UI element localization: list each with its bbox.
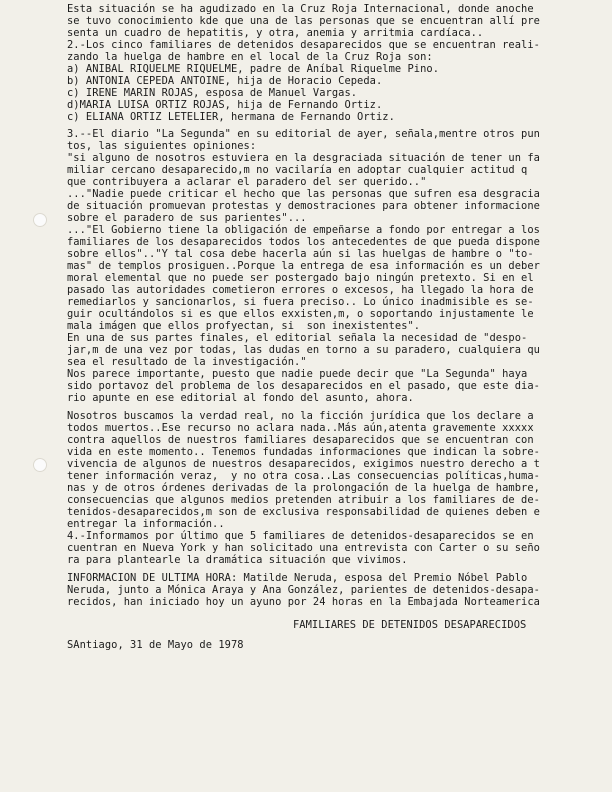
quote-line: mala imágen que ellos profyectan, si son inexistentes". [67, 320, 421, 332]
quote-line: sobre ellos".."Y tal cosa debe hacerla aún si las huelgas de hambre o "to- [67, 248, 534, 260]
quote-line: guir ocultándolos si es que ellos exxisten,m, o soportando injustamente le [67, 308, 534, 320]
text-line: 4.-Informamos por último que 5 familiares de detenidos-desaparecidos se en [67, 530, 534, 542]
signature-line: FAMILIARES DE DETENIDOS DESAPARECIDOS [293, 619, 527, 631]
list-item-d: d)MARIA LUISA ORTIZ ROJAS, hija de Fernando Ortiz. [67, 99, 383, 111]
text-line: Nos parece importante, puesto que nadie puede decir que "La Segunda" haya [67, 368, 528, 380]
punch-hole [33, 458, 47, 472]
text-line: tener información veraz, y no otra cosa..Las consecuencias políticas,huma- [67, 470, 540, 482]
quote-line: ..."Nadie puede criticar el hecho que las personas que sufren esa desgracia [67, 188, 540, 200]
text-line: 2.-Los cinco familiares de detenidos desaparecidos que se encuentran reali- [67, 39, 540, 51]
text-line: se tuvo conocimiento kde que una de las personas que se encuentran allí pre [67, 15, 540, 27]
text-line: cuentran en Nueva York y han solicitado una entrevista con Carter o su seño [67, 542, 540, 554]
text-line: 3.--El diario "La Segunda" en su editorial de ayer, señala,mentre otros pun [67, 128, 540, 140]
text-line: senta un cuadro de hepatitis, y otra, anemia y arritmia cardíaca.. [67, 27, 484, 39]
text-line: jar,m de una vez por todas, las dudas en torno a su paradero, cualquiera qu [67, 344, 540, 356]
text-line: sido portavoz del problema de los desaparecidos en el pasado, que este dia- [67, 380, 540, 392]
text-line: Nosotros buscamos la verdad real, no la ficción jurídica que los declare a [67, 410, 534, 422]
text-line: sea el resultado de la investigación." [67, 356, 307, 368]
quote-line: que contribuyera a aclarar el paradero del ser querido.." [67, 176, 427, 188]
text-line: consecuencias que algunos medios pretenden atribuir a los familiares de de- [67, 494, 540, 506]
quote-line: miliar cercano desaparecido,m no vacilaría en adoptar cualquier actitud q [67, 164, 528, 176]
quote-line: remediarlos y sancionarlos, si fuera preciso.. Lo único inadmisible es se- [67, 296, 534, 308]
list-item-c: c) IRENE MARIN ROJAS, esposa de Manuel Vargas. [67, 87, 358, 99]
quote-line: familiares de los desaparecidos todos los antecedentes de que pueda dispone [67, 236, 540, 248]
text-line: INFORMACION DE ULTIMA HORA: Matilde Neruda, esposa del Premio Nóbel Pablo [67, 572, 528, 584]
quote-line: pasado las autoridades cometieron errores o excesos, ha llegado la hora de [67, 284, 534, 296]
quote-line: sobre el paradero de sus parientes"... [67, 212, 307, 224]
date-line: SAntiago, 31 de Mayo de 1978 [67, 639, 244, 651]
quote-line: mas" de templos prosiguen..Porque la entrega de esa información es un deber [67, 260, 540, 272]
text-line: recidos, han iniciado hoy un ayuno por 24 horas en la Embajada Norteamerica [67, 596, 540, 608]
quote-line: moral elemental que no puede ser postergado bajo ningún pretexto. Si en el [67, 272, 534, 284]
quote-line: de situación promuevan protestas y demostraciones para obtener informacione [67, 200, 540, 212]
punch-hole [33, 213, 47, 227]
text-line: todos muertos..Ese recurso no aclara nada..Más aún,atenta gravemente xxxxx [67, 422, 534, 434]
list-item-e: c) ELIANA ORTIZ LETELIER, hermana de Fernando Ortiz. [67, 111, 395, 123]
text-line: nas y de otros órdenes derivadas de la prolongación de la huelga de hambre, [67, 482, 540, 494]
text-line: zando la huelga de hambre en el local de la Cruz Roja son: [67, 51, 433, 63]
text-line: vida en este momento.. Tenemos fundadas informaciones que indican la sobre- [67, 446, 540, 458]
text-line: tenidos-desaparecidos,m son de exclusiva responsabilidad de quienes deben e [67, 506, 540, 518]
quote-line: ..."El Gobierno tiene la obligación de empeñarse a fondo por entregar a los [67, 224, 540, 236]
text-line: entregar la información.. [67, 518, 225, 530]
text-line: tos, las siguientes opiniones: [67, 140, 257, 152]
quote-line: "si alguno de nosotros estuviera en la desgraciada situación de tener un fa [67, 152, 540, 164]
list-item-a: a) ANIBAL RIQUELME RIQUELME, padre de Aníbal Riquelme Pino. [67, 63, 440, 75]
text-line: vivencia de algunos de nuestros desaparecidos, exigimos nuestro derecho a t [67, 458, 540, 470]
list-item-b: b) ANTONIA CEPEDA ANTOINE, hija de Horacio Cepeda. [67, 75, 383, 87]
text-line: ra para plantearle la dramática situación que vivimos. [67, 554, 408, 566]
text-line: rio apunte en ese editorial al fondo del asunto, ahora. [67, 392, 414, 404]
text-line: Esta situación se ha agudizado en la Cruz Roja Internacional, donde anoche [67, 3, 534, 15]
faint-stamp-mark [206, 751, 336, 765]
text-line: En una de sus partes finales, el editorial señala la necesidad de "despo- [67, 332, 528, 344]
text-line: Neruda, junto a Mónica Araya y Ana González, parientes de detenidos-desapa- [67, 584, 540, 596]
text-line: contra aquellos de nuestros familiares desaparecidos que se encuentran con [67, 434, 534, 446]
